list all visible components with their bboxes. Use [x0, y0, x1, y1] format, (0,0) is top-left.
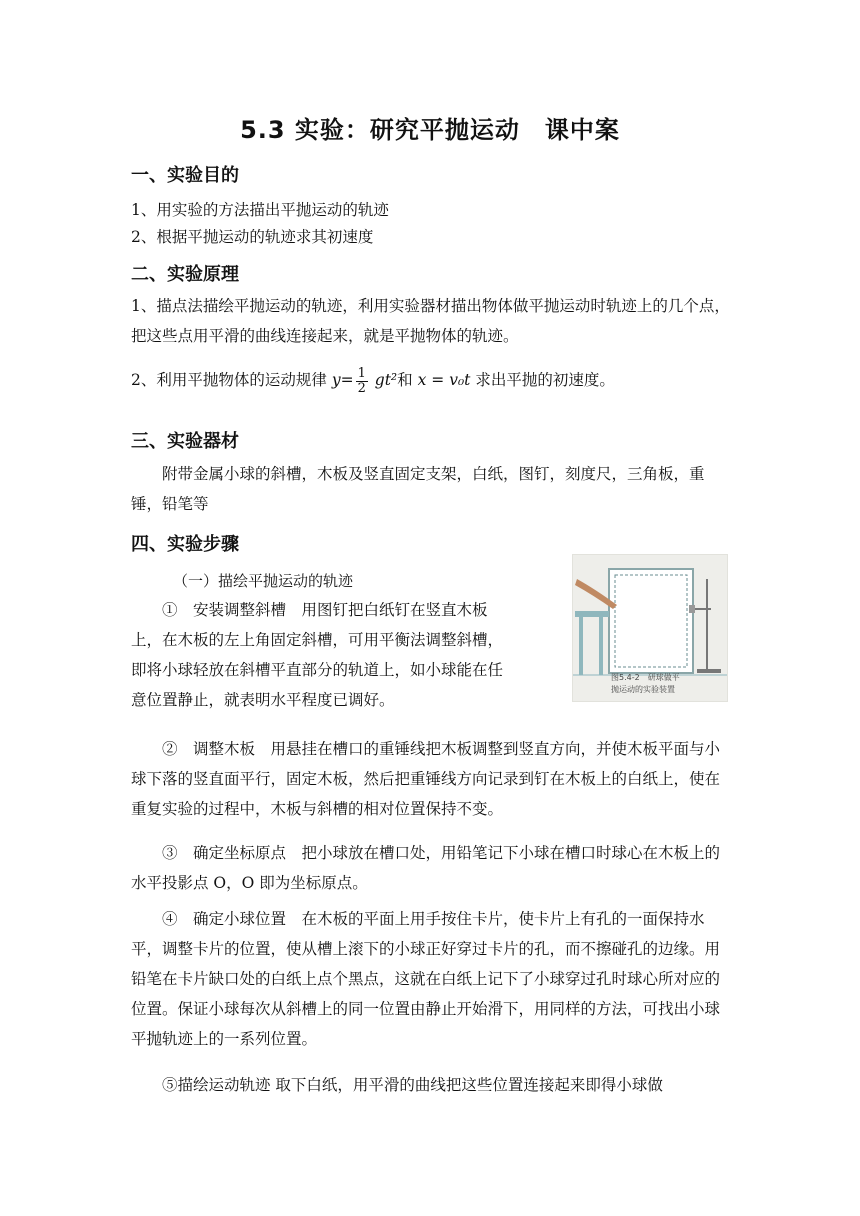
equation-x: x = v₀t [417, 371, 471, 389]
section-heading-objective: 一、实验目的 [131, 165, 239, 186]
equation-y-lhs: y= [331, 371, 354, 389]
step-1-block [131, 595, 731, 715]
step-1-line-1: ① 安装调整斜槽 用图钉把白纸钉在竖直木板 [162, 601, 488, 619]
step-1-line-2: 上，在木板的左上角固定斜槽，可用平衡法调整斜槽， [131, 631, 504, 649]
figure-caption-line-2: 抛运动的实验装置 [611, 685, 675, 694]
step-3-text: ③ 确定坐标原点 把小球放在槽口处，用铅笔记下小球在槽口时球心在木板上的水平投影点 O，O 即为坐标原点。 [131, 844, 721, 892]
figure-caption-line-1: 图5.4-2 研球做平 [611, 673, 680, 682]
step-4-text: ④ 确定小球位置 在木板的平面上用手按住卡片，使卡片上有孔的一面保持水平，调整卡片的位置，使从槽上滚下的小球正好穿过卡片的孔，而不擦碰孔的边缘。用铅笔在卡片缺口处的白纸上点个黑点，这就在白纸上记下了小球穿过孔时球心所对应的位置。保证小球每次从斜槽上的同一位置由静止开始滑下，用同样的方法，可找出小球平抛轨迹上的一系列位置。 [131, 910, 721, 1048]
step-1-line-3: 即将小球轻放在斜槽平直部分的轨道上，如小球能在任 [131, 661, 504, 679]
equipment-text: 附带金属小球的斜槽，木板及竖直固定支架，白纸，图钉，刻度尺，三角板，重锤，铅笔等 [131, 465, 705, 513]
fraction-denominator: 2 [357, 380, 366, 396]
principle-2-and: 和 [397, 371, 413, 389]
section-heading-steps: 四、实验步骤 [131, 534, 239, 555]
principle-2-suffix: 求出平抛的初速度。 [475, 371, 615, 389]
equation-gt2: gt² [374, 371, 398, 389]
objective-item-2: 2、根据平抛运动的轨迹求其初速度 [131, 228, 374, 246]
objective-item-1: 1、用实验的方法描出平抛运动的轨迹 [131, 201, 389, 219]
subsection-trajectory: （一）描绘平抛运动的轨迹 [173, 572, 354, 590]
section-heading-principle: 二、实验原理 [131, 264, 239, 285]
fraction-one-half [356, 367, 368, 396]
step-2-text: ② 调整木板 用悬挂在槽口的重锤线把木板调整到竖直方向，并使木板平面与小球下落的竖直面平行，固定木板，然后把重锤线方向记录到钉在木板上的白纸上，使在重复实验的过程中，木板与斜槽的相对位置保持不变。 [131, 740, 721, 818]
principle-paragraph-1: 1、描点法描绘平抛运动的轨迹，利用实验器材描出物体做平抛运动时轨迹上的几个点，把这些点用平滑的曲线连接起来，就是平抛物体的轨迹。 [131, 297, 730, 345]
page-title: 5.3 实验：研究平抛运动 课中案 [240, 116, 620, 144]
step-5-text: ⑤描绘运动轨迹 取下白纸，用平滑的曲线把这些位置连接起来即得小球做 [162, 1076, 663, 1094]
section-heading-equipment: 三、实验器材 [131, 431, 239, 452]
fraction-numerator: 1 [357, 365, 366, 381]
step-1-line-4: 意位置静止，就表明水平程度已调好。 [131, 691, 395, 709]
principle-paragraph-2 [131, 364, 731, 396]
principle-2-prefix: 2、利用平抛物体的运动规律 [131, 371, 327, 389]
